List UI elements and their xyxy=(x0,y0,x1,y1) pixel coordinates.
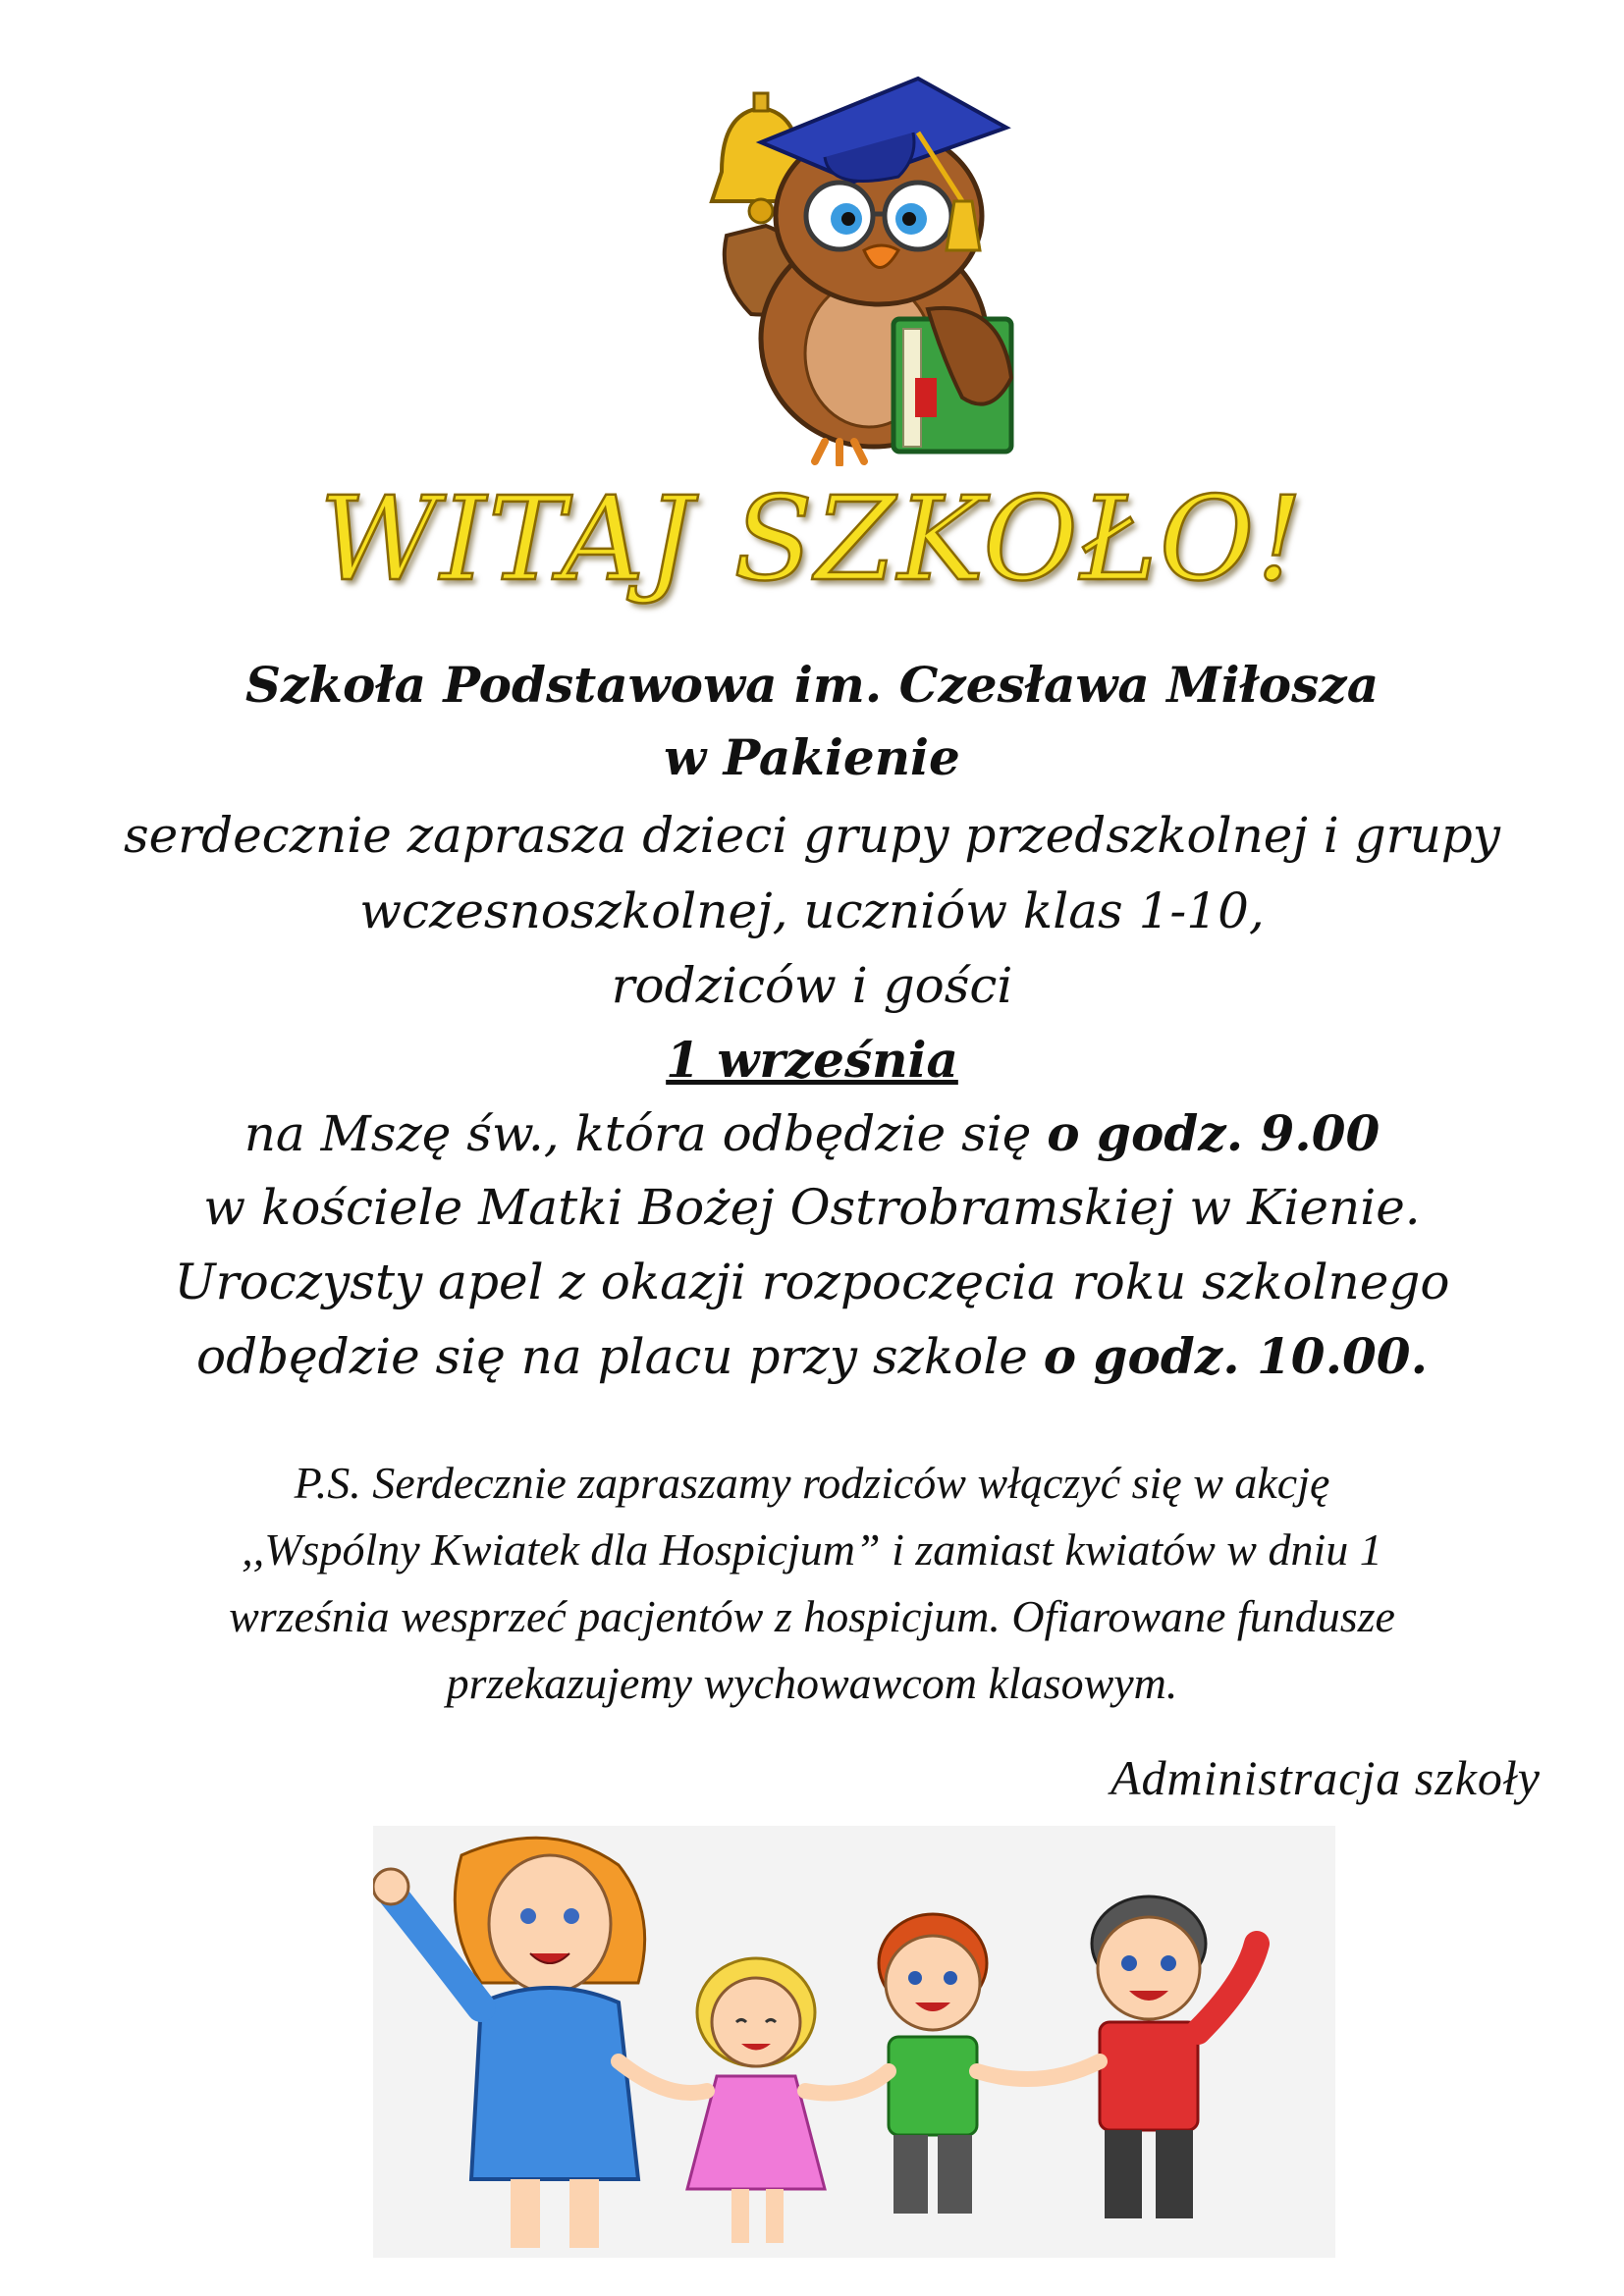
signature: Administracja szkoły xyxy=(1110,1750,1541,1805)
postscript-line-2: ,,Wspólny Kwiatek dla Hospicjum” i zamiast kwiatów w dniu 1 xyxy=(242,1524,1382,1575)
postscript-line-1: P.S. Serdecznie zapraszamy rodziców włączyć się w akcję xyxy=(294,1458,1330,1508)
invitation-line-1: serdecznie zaprasza dzieci grupy przedszkolnej i grupy xyxy=(123,807,1501,864)
school-name-line-2: w Pakienie xyxy=(664,728,960,786)
owl-with-bell-icon xyxy=(668,54,1060,466)
church-line: w kościele Matki Bożej Ostrobramskiej w Kienie. xyxy=(203,1179,1421,1236)
mass-time: o godz. 9.00 xyxy=(1047,1104,1380,1162)
assembly-line-2 xyxy=(0,1327,1624,1385)
school-name-line-1: Szkoła Podstawowa im. Czesława Miłosza xyxy=(244,656,1380,714)
mass-line xyxy=(0,1104,1624,1162)
invitation-line-3: rodziców i gości xyxy=(611,957,1013,1014)
postscript-line-4: przekazujemy wychowawcom klasowym. xyxy=(446,1658,1178,1708)
page-title: WITAJ SZKOŁO! xyxy=(319,471,1305,607)
postscript-line-3: września wesprzeć pacjentów z hospicjum. Ofiarowane fundusze xyxy=(229,1591,1395,1641)
mass-text: na Mszę św., która odbędzie się xyxy=(244,1105,1048,1162)
assembly-text: odbędzie się na placu przy szkole xyxy=(196,1328,1044,1385)
event-date xyxy=(0,1031,1624,1089)
assembly-line-1: Uroczysty apel z okazji rozpoczęcia roku szkolnego xyxy=(174,1254,1450,1310)
invitation-line-2: wczesnoszkolnej, uczniów klas 1-10, xyxy=(359,882,1265,939)
event-date-text: 1 września xyxy=(666,1031,958,1089)
assembly-time: o godz. 10.00. xyxy=(1043,1327,1428,1385)
teacher-and-children-icon xyxy=(373,1826,1335,2258)
